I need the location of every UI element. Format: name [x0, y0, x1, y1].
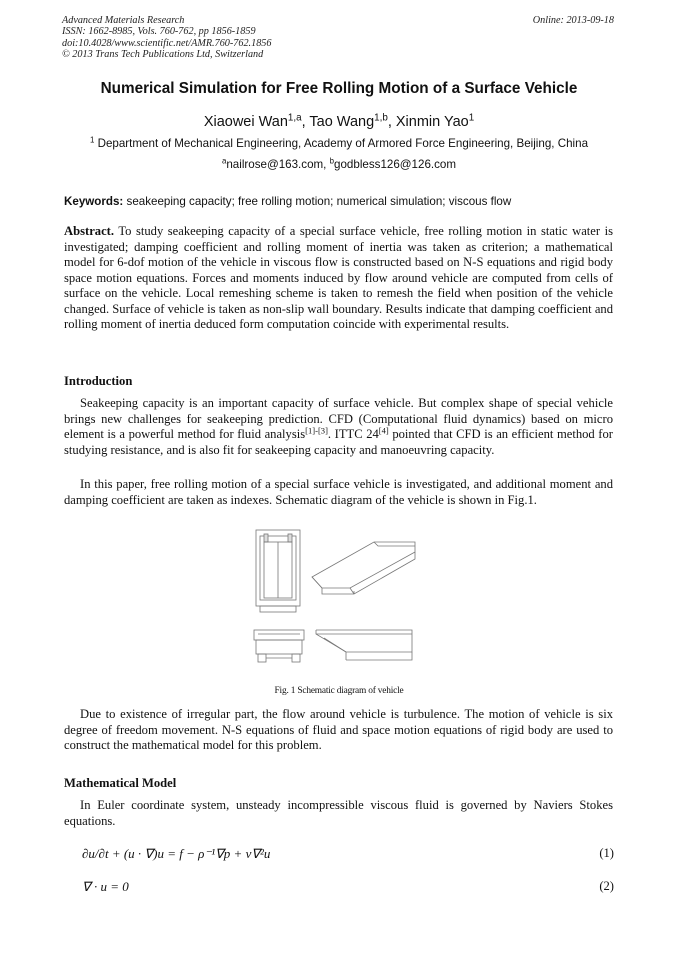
emails — [0, 158, 678, 171]
author-sup: 1,b — [374, 112, 388, 124]
author-name: Tao Wang — [309, 114, 375, 130]
author-sep: , — [301, 114, 310, 130]
intro-text: Seakeeping capacity is an important capacity of surface vehicle. But complex shape of special vehicle brings new challenges for seakeeping prediction. CFD (Computational fluid dynamics) based on micro element is a powerful method for fluid analysis — [64, 396, 613, 442]
online-date: Online: 2013-09-18 — [532, 15, 614, 26]
intro-text: pointed that CFD is an efficient method for studying resistance, and is also fit for seakeeping capacity and manoeuvring capacity. — [64, 427, 613, 457]
equation-2: ∇ · u = 0 — [82, 879, 129, 894]
author-sep: , — [387, 114, 396, 130]
affiliation-text: Department of Mechanical Engineering, Academy of Armored Force Engineering, Beijing, China — [97, 137, 589, 150]
citation: [1]-[3] — [305, 425, 328, 436]
email-a: nailrose@163.com, — [226, 158, 327, 171]
author-list — [0, 114, 678, 130]
affiliation-sup: 1 — [89, 135, 95, 145]
math-heading: Mathematical Model — [64, 776, 177, 790]
figure-1 — [250, 522, 430, 672]
abstract-text: To study seakeeping capacity of a special surface vehicle, free rolling motion in static water is investigated; damping coefficient and rolling moment of inertia was taken as criterion; a mathematical model for 6-dof motion of the vehicle in viscous flow is constructed based on N-S equations and rigid body space motion equations. Forces and moments induced by flow around vehicle are computed from cells of surface on the vehicle. Local remeshing scheme is taken to remesh the field when position of the vehicle changed. Surface of vehicle is taken as non-slip wall boundary. Results indicate that damping coefficient and rolling moment of inertia deduced form computation coincide with experimental results. — [64, 224, 614, 332]
intro-paragraph-1 — [64, 396, 613, 458]
keywords-label: Keywords: — [64, 195, 124, 208]
paper-title: Numerical Simulation for Free Rolling Motion of a Surface Vehicle — [100, 80, 578, 97]
figure-caption: Fig. 1 Schematic diagram of vehicle — [274, 686, 404, 696]
abstract — [64, 224, 613, 333]
author-sup: 1 — [468, 112, 475, 124]
vehicle-top-view — [256, 530, 300, 612]
equation-1-number: (1) — [599, 846, 614, 860]
vehicle-isometric-view — [312, 542, 415, 594]
author-name: Xiaowei Wan — [203, 114, 288, 130]
affiliation — [0, 137, 678, 150]
email-sup: b — [329, 156, 335, 166]
vehicle-front-view — [254, 630, 304, 662]
copyright-line: © 2013 Trans Tech Publications Ltd, Switzerland — [62, 48, 264, 60]
keywords — [64, 195, 511, 208]
email-b: godbless126@126.com — [334, 158, 457, 171]
author-sup: 1,a — [287, 112, 302, 124]
author-name: Xinmin Yao — [395, 114, 469, 130]
after-figure-paragraph: Due to existence of irregular part, the flow around vehicle is turbulence. The motion of vehicle is six degree of freedom movement. N-S equations of fluid and space motion equations of rigid body are used to construct the mathematical model for this problem. — [64, 707, 613, 753]
vehicle-side-view — [316, 630, 412, 660]
math-paragraph: In Euler coordinate system, unsteady incompressible viscous fluid is governed by Naviers Stokes equations. — [64, 798, 613, 828]
issn-line: ISSN: 1662-8985, Vols. 760-762, pp 1856-1859 — [62, 26, 256, 38]
citation: [4] — [378, 425, 389, 436]
intro-paragraph-2: In this paper, free rolling motion of a special surface vehicle is investigated, and additional moment and damping coefficient are taken as indexes. Schematic diagram of the vehicle is shown in Fig.1. — [64, 477, 613, 507]
abstract-label: Abstract. — [64, 224, 115, 238]
doi-line: doi:10.4028/www.scientific.net/AMR.760-762.1856 — [62, 37, 272, 49]
intro-heading: Introduction — [64, 374, 133, 388]
keywords-text: seakeeping capacity; free rolling motion; numerical simulation; viscous flow — [126, 195, 512, 208]
journal-name: Advanced Materials Research — [62, 15, 185, 26]
intro-text: . ITTC 24 — [327, 427, 379, 442]
equation-2-number: (2) — [599, 879, 614, 893]
journal-header — [62, 15, 271, 60]
email-sup: a — [221, 156, 227, 166]
equation-1: ∂u/∂t + (u · ∇)u = f − ρ⁻¹∇p + ν∇²u — [82, 846, 271, 861]
